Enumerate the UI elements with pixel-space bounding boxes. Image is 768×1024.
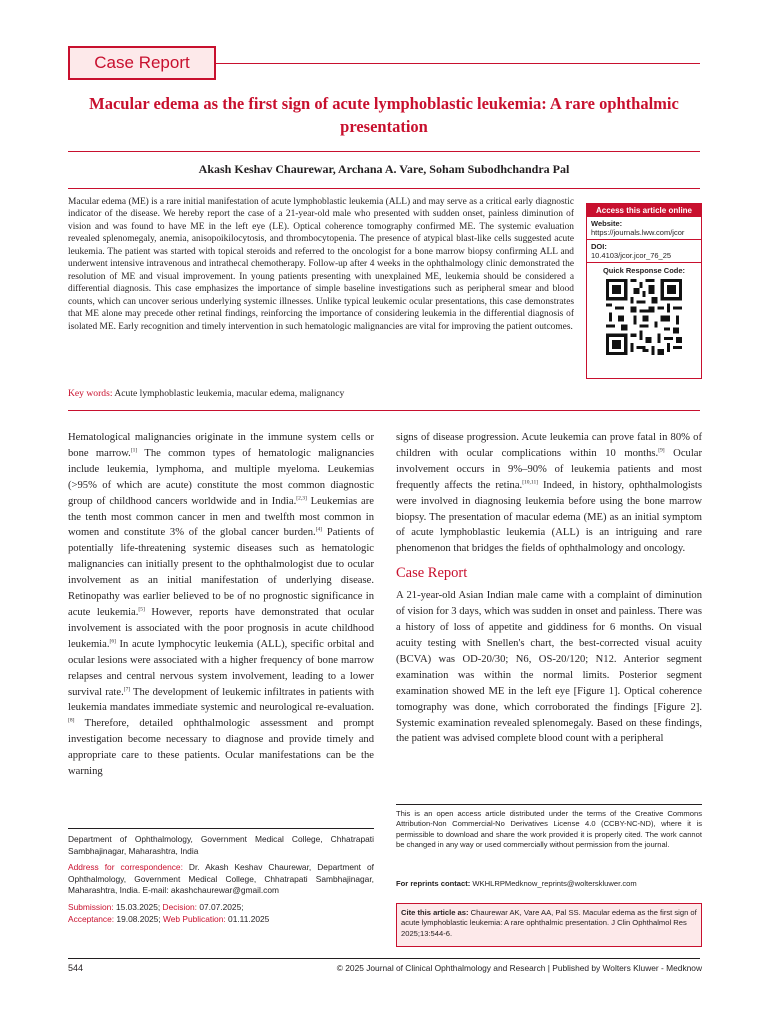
reprints-email[interactable]: WKHLRPMedknow_reprints@wolterskluwer.com: [472, 879, 637, 888]
publication-label: Web Publication:: [163, 913, 226, 924]
website-link[interactable]: https://journals.lww.com/jcor: [591, 228, 685, 237]
title-rule: [68, 151, 700, 152]
reprints-contact: [396, 879, 702, 888]
case-report-heading: Case Report: [396, 565, 468, 582]
citation-label: Cite this article as:: [401, 908, 469, 917]
citation-text: Chaurewar AK, Vare AA, Pal SS. Macular edema as the first sign of acute lymphoblastic leukemia: A rare ophthalmic presentation. J Clin Ophthalmol Res 2025;13:544-6.: [401, 908, 697, 938]
author-rule: [68, 188, 700, 189]
website-row: [587, 217, 701, 240]
doi-link[interactable]: 10.4103/jcor.jcor_76_25: [591, 251, 672, 260]
department: Department of Ophthalmology, Government Medical College, Chhatrapati Sambhajinagar, Maharashtra, India: [68, 834, 374, 856]
publication-date: 01.11.2025: [228, 913, 270, 924]
body-column-right: [396, 430, 702, 747]
doi-label: DOI:: [591, 242, 607, 251]
section-label: Case Report: [68, 46, 216, 80]
license-rule: [396, 804, 702, 805]
case-paragraph: A 21-year-old Asian Indian male came with a complaint of diminution of vision for 3 days, which was sudden in onset and painless. There was a history of loss of appetite and giddiness for 6 months. On visual acuity testing with Snellen's chart, the best-corrected visual acuity (BCVA) was OD-20/30; N6, OS-20/120; N12. Anterior segment examination was within the normal limits. Posterior segment examination showed ME in the left eye [Figure 1]. Optical coherence tomography was done, which corroborated the findings [Figure 2]. Systemic examination revealed splenomegaly. Based on these findings, the patient was advised complete blood count with a peripheral: [396, 590, 702, 745]
page-number: 544: [68, 963, 84, 973]
qr-label: Quick Response Code:: [602, 266, 686, 275]
submission-label: Submission:: [68, 901, 114, 912]
keywords-rule: [68, 410, 700, 411]
access-heading: Access this article online: [587, 204, 701, 217]
qr-code-icon[interactable]: [606, 279, 682, 355]
intro-paragraph: Hematological malignancies originate in the immune system cells or bone marrow.[1] The common types of hematologic malignancies include leukemia, lymphoma, and multiple myeloma. Leukemias (>95% of which are acute) constitute the most common diagnostic group of childhood cancers worldwide and in India.[2,3] Leukemias are the tenth most common cancer in men and twelfth most common in women and constitute 3% of the global cancer burden.[4] Patients of potentially life-threatening systemic diseases such as hematologic malignancies can initially present to the ophthalmologist due to ocular involvement as an initial manifestation of underlying disease. Retinopathy was earlier believed to be of no prognostic significance in acute leukemia.[5] However, reports have demonstrated that ocular involvement is associated with the poor prognosis in acute childhood leukemia.[6] In acute lymphocytic leukemia (ALL), specific orbital and ocular lesions were associated with a higher frequency of bone marrow relapses and central nervous system involvement, leading to a lower survival rate.[7] The development of leukemic infiltrates in patients with leukemia mandates immediate systemic and neurological re-evaluation.[8] Therefore, detailed ophthalmologic assessment and prompt investigation become necessary to diagnose and provide timely and appropriate care to these patients. Ocular manifestations can be the warning: [68, 432, 374, 778]
footer-copyright: © 2025 Journal of Clinical Ophthalmology and Research | Published by Wolters Kluwer - Medknow: [336, 963, 702, 973]
citation-box: [396, 903, 702, 947]
doi-row: [587, 240, 701, 263]
dates: [68, 902, 374, 925]
acceptance-date: 19.08.2025;: [116, 913, 161, 924]
header-rule: [216, 63, 700, 64]
intro-continuation: signs of disease progression. Acute leukemia can prove fatal in 80% of children with ocular complications within 10 months.[9] Ocular involvement occurs in 9%–90% of leukemia patients and most frequently affects the retina.[10,11] Indeed, in history, ophthalmologists were involved in diagnosing leukemia before using the bone marrow biopsy. The presentation of macular edema (ME) as an initial symptom of acute lymphoblastic leukemia (ALL) is an intriguing and rare phenomenon that bridges the fields of ophthalmology and oncology.: [396, 432, 702, 555]
keywords: [68, 388, 574, 399]
correspondence-text: Dr. Akash Keshav Chaurewar, Department of Ophthalmology, Government Medical College, Chhatrapati Sambhajinagar, Maharashtra, India. E-mail: akashchaurewar@gmail.com: [68, 862, 374, 896]
footer-rule: [68, 958, 700, 959]
abstract: Macular edema (ME) is a rare initial manifestation of acute lymphoblastic leukemia (ALL) and may serve as a critical early diagnostic indicator of the disease. We hereby report the case of a 21-year-old male who presented with sudden onset, painless diminution of vision and was found to have ME in the left eye (LE). Optical coherence tomography confirmed ME. The systemic evaluation revealed splenomegaly, anemia, anisopoikilocytosis, and thrombocytopenia. The presence of atypical blast-like cells suggested acute leukemia. The patient was started with topical steroids and referred to the oncologist for a bone marrow biopsy confirming ALL and underwent intensive intravenous and intrathecal chemotherapy. Follow-up after 4 weeks in the ophthalmology clinic demonstrated the resolution of ME and visual improvement. In young patients presenting with unexplained ME, leukemia should be considered a differential diagnosis. This case emphasizes the importance of simple baseline investigations such as peripheral smear and blood counts, which can uncover serious underlying systemic illnesses. Unlike typical leukemic ocular presentations, this case demonstrates that ME alone may precede other retinal findings, reinforcing the importance of considering leukemia in the differential diagnosis of isolated ME. Early recognition and timely intervention in such hematologic malignancies are vital for improving the patient outcomes.: [68, 197, 574, 332]
keywords-text: Acute lymphoblastic leukemia, macular edema, malignancy: [114, 388, 345, 399]
correspondence-label: Address for correspondence:: [68, 862, 183, 873]
body-column-left: [68, 430, 374, 780]
article-title: Macular edema as the first sign of acute lymphoblastic leukemia: A rare ophthalmic presentation: [89, 94, 679, 136]
keywords-label: Key words:: [68, 388, 113, 399]
author-list: Akash Keshav Chaurewar, Archana A. Vare, Soham Subodhchandra Pal: [198, 162, 570, 176]
license-text: This is an open access article distributed under the terms of the Creative Commons Attribution-Non Commercial-No Derivatives License 4.0 (CCBY-NC-ND), where it is permissible to download and share the work provided it is properly cited. The work cannot be changed in any way or used commercially without permission from the journal.: [396, 809, 702, 850]
decision-date: 07.07.2025;: [199, 901, 244, 912]
access-online-box: [586, 203, 702, 379]
reprints-label: For reprints contact:: [396, 879, 471, 888]
submission-date: 15.03.2025;: [115, 901, 161, 912]
affiliation-block: [68, 834, 374, 925]
acceptance-label: Acceptance:: [68, 913, 115, 924]
affiliation-rule: [68, 828, 374, 829]
correspondence: [68, 862, 374, 897]
website-label: Website:: [591, 219, 623, 228]
decision-label: Decision:: [162, 901, 197, 912]
